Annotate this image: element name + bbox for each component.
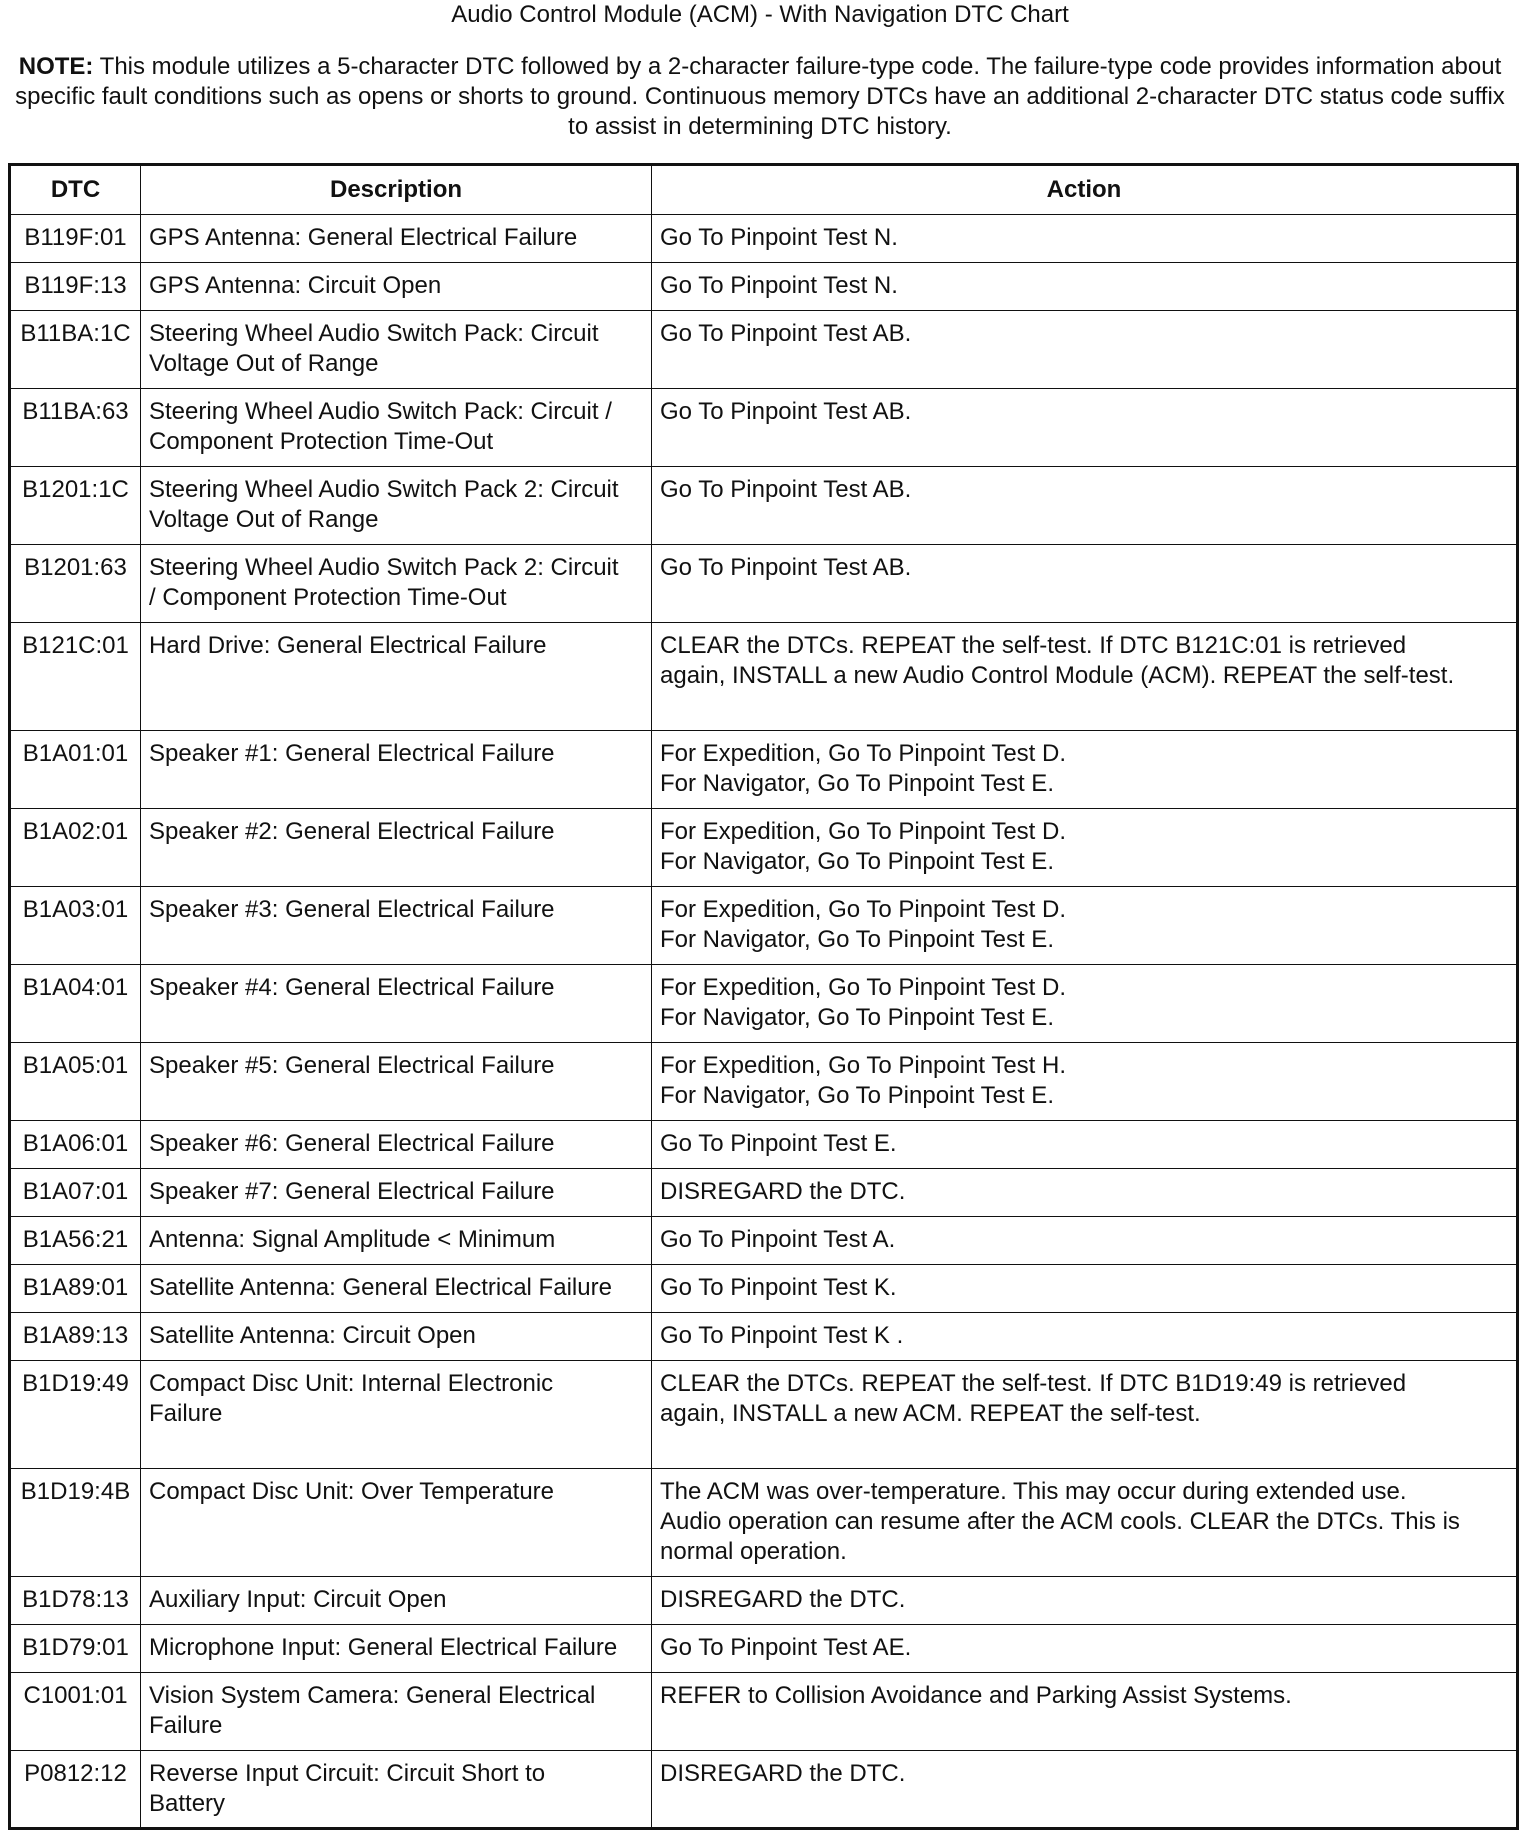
action-line: For Navigator, Go To Pinpoint Test E. [660,848,1054,875]
description-line: Steering Wheel Audio Switch Pack: Circuit [149,320,599,347]
description-line: GPS Antenna: Circuit Open [149,272,442,299]
table-row [10,1169,1518,1217]
dtc-table [8,163,1519,1830]
action-line: Go To Pinpoint Test K . [660,1322,904,1349]
dtc-code-cell: B1A05:01 [10,1043,141,1121]
table-header-row [10,165,1518,215]
dtc-code-cell: B119F:01 [10,215,141,263]
description-cell [141,389,652,467]
page-title: Audio Control Module (ACM) - With Navigation DTC Chart [451,1,1069,28]
action-line: again, INSTALL a new ACM. REPEAT the self-test. [660,1400,1201,1427]
description-line: Microphone Input: General Electrical Failure [149,1634,618,1661]
dtc-code-cell: B1A06:01 [10,1121,141,1169]
header-dtc: DTC [10,165,141,215]
action-line: Go To Pinpoint Test AB. [660,398,912,425]
action-line: again, INSTALL a new Audio Control Module (ACM). REPEAT the self-test. [660,662,1455,689]
description-line: Component Protection Time-Out [149,428,494,455]
description-line: Speaker #5: General Electrical Failure [149,1052,555,1079]
description-line: GPS Antenna: General Electrical Failure [149,224,578,251]
description-cell [141,1313,652,1361]
description-cell [141,1673,652,1751]
description-cell [141,809,652,887]
description-line: Satellite Antenna: Circuit Open [149,1322,476,1349]
dtc-code-cell: B119F:13 [10,263,141,311]
dtc-code-cell: B1A07:01 [10,1169,141,1217]
action-cell [652,1577,1518,1625]
dtc-code-cell: B1A03:01 [10,887,141,965]
table-row [10,389,1518,467]
action-line: For Navigator, Go To Pinpoint Test E. [660,770,1054,797]
action-line: DISREGARD the DTC. [660,1178,906,1205]
description-cell [141,731,652,809]
action-cell [652,545,1518,623]
table-row [10,1265,1518,1313]
table-row [10,1751,1518,1829]
action-cell [652,1169,1518,1217]
dtc-code-cell: B1D19:4B [10,1469,141,1577]
description-line: Reverse Input Circuit: Circuit Short to [149,1760,546,1787]
description-line: / Component Protection Time-Out [149,584,507,611]
description-cell [141,1751,652,1829]
table-row [10,887,1518,965]
dtc-code-cell: B1201:63 [10,545,141,623]
action-cell [652,1313,1518,1361]
dtc-code-cell: C1001:01 [10,1673,141,1751]
action-cell [652,263,1518,311]
action-cell [652,1043,1518,1121]
table-row [10,1121,1518,1169]
dtc-code-cell: B1A04:01 [10,965,141,1043]
table-row [10,545,1518,623]
description-cell [141,1361,652,1469]
description-cell [141,1625,652,1673]
action-cell [652,731,1518,809]
action-line: DISREGARD the DTC. [660,1760,906,1787]
action-cell [652,1751,1518,1829]
table-row [10,467,1518,545]
action-cell [652,887,1518,965]
action-cell [652,623,1518,731]
description-cell [141,1043,652,1121]
dtc-code-cell: B11BA:1C [10,311,141,389]
action-cell [652,389,1518,467]
action-cell [652,311,1518,389]
description-line: Failure [149,1400,223,1427]
action-line: CLEAR the DTCs. REPEAT the self-test. If DTC B1D19:49 is retrieved [660,1370,1407,1397]
description-line: Voltage Out of Range [149,350,379,377]
description-cell [141,545,652,623]
action-line: normal operation. [660,1538,847,1565]
table-row [10,1217,1518,1265]
action-cell [652,215,1518,263]
action-line: REFER to Collision Avoidance and Parking Assist Systems. [660,1682,1292,1709]
description-line: Speaker #6: General Electrical Failure [149,1130,555,1157]
dtc-code-cell: B1A89:13 [10,1313,141,1361]
dtc-code-cell: B1D78:13 [10,1577,141,1625]
description-line: Steering Wheel Audio Switch Pack 2: Circuit [149,476,619,503]
table-row [10,1673,1518,1751]
note-text: This module utilizes a 5-character DTC followed by a 2-character failure-type code. The failure-type code provides information about specific fault conditions such as opens or shorts to ground. Continuous memory DTCs have an additional 2-character DTC status code suffix to assist in determining DTC history. [15,53,1505,140]
action-cell [652,1469,1518,1577]
description-line: Hard Drive: General Electrical Failure [149,632,547,659]
action-line: For Navigator, Go To Pinpoint Test E. [660,1004,1054,1031]
table-row [10,1577,1518,1625]
action-cell [652,1673,1518,1751]
description-cell [141,467,652,545]
dtc-code-cell: P0812:12 [10,1751,141,1829]
note-label: NOTE: [18,53,94,80]
action-line: Audio operation can resume after the ACM cools. CLEAR the DTCs. This is [660,1508,1460,1535]
header-description: Description [141,165,652,215]
action-line: Go To Pinpoint Test AE. [660,1634,912,1661]
description-line: Compact Disc Unit: Internal Electronic [149,1370,554,1397]
action-line: For Expedition, Go To Pinpoint Test D. [660,818,1066,845]
action-cell [652,1217,1518,1265]
description-line: Failure [149,1712,223,1739]
dtc-code-cell: B1201:1C [10,467,141,545]
action-cell [652,1625,1518,1673]
action-line: DISREGARD the DTC. [660,1586,906,1613]
description-line: Speaker #7: General Electrical Failure [149,1178,555,1205]
action-cell [652,1265,1518,1313]
description-cell [141,1265,652,1313]
dtc-code-cell: B1D79:01 [10,1625,141,1673]
description-line: Speaker #4: General Electrical Failure [149,974,555,1001]
description-cell [141,1469,652,1577]
action-line: For Expedition, Go To Pinpoint Test H. [660,1052,1066,1079]
table-row [10,1625,1518,1673]
table-row [10,263,1518,311]
action-cell [652,1361,1518,1469]
table-row [10,1361,1518,1469]
action-line: For Expedition, Go To Pinpoint Test D. [660,974,1066,1001]
description-line: Steering Wheel Audio Switch Pack: Circuit / [149,398,612,425]
action-line: For Expedition, Go To Pinpoint Test D. [660,896,1066,923]
description-line: Battery [149,1790,226,1817]
description-line: Speaker #3: General Electrical Failure [149,896,555,923]
description-line: Compact Disc Unit: Over Temperature [149,1478,555,1505]
dtc-code-cell: B121C:01 [10,623,141,731]
action-line: Go To Pinpoint Test K. [660,1274,897,1301]
description-line: Auxiliary Input: Circuit Open [149,1586,447,1613]
action-cell [652,965,1518,1043]
action-line: Go To Pinpoint Test E. [660,1130,897,1157]
table-row [10,1313,1518,1361]
action-line: The ACM was over-temperature. This may occur during extended use. [660,1478,1407,1505]
description-line: Speaker #2: General Electrical Failure [149,818,555,845]
action-line: Go To Pinpoint Test N. [660,272,898,299]
description-line: Speaker #1: General Electrical Failure [149,740,555,767]
description-cell [141,623,652,731]
dtc-code-cell: B1D19:49 [10,1361,141,1469]
table-row [10,623,1518,731]
table-row [10,311,1518,389]
header-action: Action [652,165,1518,215]
description-cell [141,965,652,1043]
table-row [10,1043,1518,1121]
description-cell [141,1121,652,1169]
action-line: Go To Pinpoint Test N. [660,224,898,251]
table-row [10,215,1518,263]
description-line: Satellite Antenna: General Electrical Failure [149,1274,612,1301]
table-row [10,731,1518,809]
action-line: For Navigator, Go To Pinpoint Test E. [660,1082,1054,1109]
table-body [10,215,1518,1829]
description-cell [141,215,652,263]
description-line: Vision System Camera: General Electrical [149,1682,596,1709]
description-cell [141,887,652,965]
action-cell [652,1121,1518,1169]
description-line: Antenna: Signal Amplitude < Minimum [149,1226,556,1253]
dtc-code-cell: B1A01:01 [10,731,141,809]
description-cell [141,311,652,389]
action-line: CLEAR the DTCs. REPEAT the self-test. If DTC B121C:01 is retrieved [660,632,1407,659]
description-line: Voltage Out of Range [149,506,379,533]
action-cell [652,467,1518,545]
table-row [10,809,1518,887]
action-line: Go To Pinpoint Test A. [660,1226,896,1253]
dtc-code-cell: B1A56:21 [10,1217,141,1265]
action-line: Go To Pinpoint Test AB. [660,476,912,503]
description-cell [141,1169,652,1217]
description-cell [141,263,652,311]
action-line: Go To Pinpoint Test AB. [660,554,912,581]
action-line: For Expedition, Go To Pinpoint Test D. [660,740,1066,767]
description-line: Steering Wheel Audio Switch Pack 2: Circuit [149,554,619,581]
action-line: Go To Pinpoint Test AB. [660,320,912,347]
table-row [10,1469,1518,1577]
dtc-code-cell: B11BA:63 [10,389,141,467]
table-row [10,965,1518,1043]
note-paragraph [8,52,1512,142]
action-line: For Navigator, Go To Pinpoint Test E. [660,926,1054,953]
action-cell [652,809,1518,887]
dtc-code-cell: B1A02:01 [10,809,141,887]
description-cell [141,1217,652,1265]
dtc-code-cell: B1A89:01 [10,1265,141,1313]
description-cell [141,1577,652,1625]
